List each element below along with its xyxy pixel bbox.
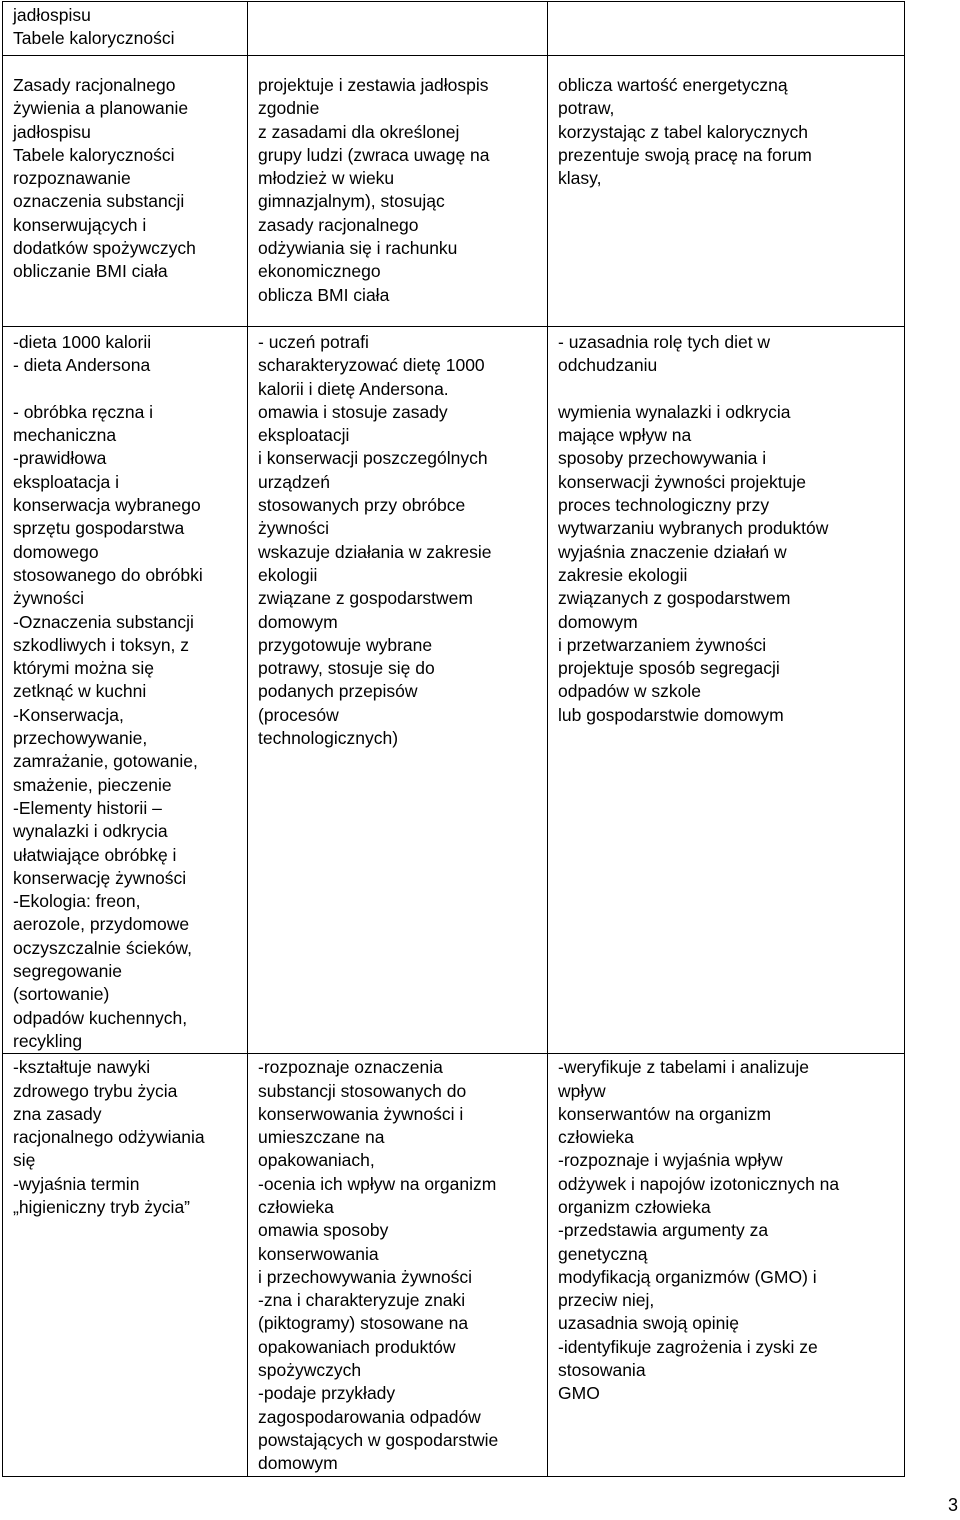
blank-line bbox=[13, 378, 237, 401]
cell-text-line: rozpoznawanie bbox=[13, 168, 131, 189]
cell-text-line: -rozpoznaje i wyjaśnia wpływ bbox=[558, 1150, 783, 1171]
cell-text-line: recykling bbox=[13, 1030, 83, 1051]
blank-line bbox=[558, 378, 894, 401]
cell-text-line: korzystając z tabel kalorycznych bbox=[558, 121, 808, 142]
cell-text-line: -weryfikuje z tabelami i analizuje bbox=[558, 1057, 809, 1078]
cell-text-line: mechaniczna bbox=[13, 425, 117, 446]
cell-text-line: domowym bbox=[558, 611, 638, 632]
table-cell-extended-requirements bbox=[548, 327, 905, 1054]
cell-text-line: omawia i stosuje zasady bbox=[258, 401, 448, 422]
cell-text-line: - obróbka ręczna i bbox=[13, 401, 154, 422]
table-cell-topics bbox=[3, 1054, 248, 1476]
cell-text-line: ekonomicznego bbox=[258, 261, 381, 282]
cell-text-line: stosowanego do obróbki bbox=[13, 564, 203, 585]
table-row bbox=[3, 56, 905, 327]
cell-text-line: konserwowania żywności i bbox=[258, 1103, 464, 1124]
curriculum-table bbox=[2, 1, 905, 1477]
cell-text-line: umieszczane na bbox=[258, 1127, 385, 1148]
cell-text-line: z zasadami dla określonej bbox=[258, 121, 460, 142]
cell-text-line: scharakteryzować dietę 1000 bbox=[258, 355, 485, 376]
cell-text-line: powstających w gospodarstwie bbox=[258, 1429, 499, 1450]
cell-text-line: uzasadnia swoją opinię bbox=[558, 1313, 739, 1334]
cell-text-line: racjonalnego odżywiania bbox=[13, 1127, 205, 1148]
cell-text-line: i przechowywania żywności bbox=[258, 1266, 472, 1287]
cell-text-line: odpadów kuchennych, bbox=[13, 1007, 188, 1028]
cell-text-line: zasady racjonalnego bbox=[258, 214, 419, 235]
cell-text-line: omawia sposoby bbox=[258, 1220, 389, 1241]
cell-text-line: - uczeń potrafi bbox=[258, 332, 369, 352]
cell-text-line: -kształtuje nawyki bbox=[13, 1057, 151, 1078]
cell-text-line: domowego bbox=[13, 541, 99, 562]
cell-text-line: proces technologiczny przy bbox=[558, 495, 770, 516]
cell-text-line: -Oznaczenia substancji bbox=[13, 611, 194, 632]
cell-text-line: segregowanie bbox=[13, 961, 122, 982]
cell-text-line: zamrażanie, gotowanie, bbox=[13, 751, 198, 772]
cell-text-line: oczyszczalnie ścieków, bbox=[13, 937, 192, 958]
cell-text-line: żywienia a planowanie bbox=[13, 98, 189, 119]
cell-text-line: eksploatacji bbox=[258, 425, 350, 446]
cell-text-line: - uzasadnia rolę tych diet w bbox=[558, 332, 771, 352]
cell-text-line: oblicza BMI ciała bbox=[258, 284, 390, 305]
cell-text-line: konserwacji żywności projektuje bbox=[558, 471, 807, 492]
cell-text-line: opakowaniach produktów bbox=[258, 1336, 456, 1357]
cell-text-line: genetyczną bbox=[558, 1243, 648, 1264]
cell-text-line: dodatków spożywczych bbox=[13, 238, 196, 259]
cell-text-line: organizm człowieka bbox=[558, 1196, 711, 1217]
cell-text-line: wpływ bbox=[558, 1080, 606, 1101]
cell-text-line: podanych przepisów bbox=[258, 681, 418, 702]
cell-text-line: -Konserwacja, bbox=[13, 704, 124, 725]
cell-text-line: domowym bbox=[258, 611, 338, 632]
cell-text-line: substancji stosowanych do bbox=[258, 1080, 467, 1101]
cell-text-line: odpadów w szkole bbox=[558, 681, 701, 702]
cell-text-line: -wyjaśnia termin bbox=[13, 1173, 140, 1194]
cell-text-line: zetknąć w kuchni bbox=[13, 681, 147, 702]
cell-text-line: -Ekologia: freon, bbox=[13, 891, 141, 912]
cell-text-line: konserwujących i bbox=[13, 214, 147, 235]
cell-text-line: odżywek i napojów izotonicznych na bbox=[558, 1173, 840, 1194]
table-cell-topics bbox=[3, 327, 248, 1054]
cell-text-line: stosowanych przy obróbce bbox=[258, 495, 466, 516]
table-cell-extended-requirements bbox=[548, 1054, 905, 1476]
cell-text-line: jadłospisu bbox=[13, 121, 91, 142]
cell-text-line: przygotowuje wybrane bbox=[258, 634, 433, 655]
table-cell-basic-requirements bbox=[248, 327, 548, 1054]
cell-text-line: wskazuje działania w zakresie bbox=[258, 541, 492, 562]
cell-text-line: (piktogramy) stosowane na bbox=[258, 1313, 469, 1334]
cell-text-line: konserwantów na organizm bbox=[558, 1103, 772, 1124]
cell-text-line: grupy ludzi (zwraca uwagę na bbox=[258, 144, 490, 165]
cell-text-line: którymi można się bbox=[13, 658, 155, 679]
cell-text-line: -identyfikuje zagrożenia i zyski ze bbox=[558, 1336, 818, 1357]
cell-text-line: sposoby przechowywania i bbox=[558, 448, 767, 469]
cell-text-line: stosowania bbox=[558, 1360, 646, 1381]
cell-text-line: ułatwiające obróbkę i bbox=[13, 844, 177, 865]
table-cell-topics bbox=[3, 56, 248, 327]
cell-text-line: oznaczenia substancji bbox=[13, 191, 185, 212]
cell-text-line: Zasady racjonalnego bbox=[13, 75, 176, 95]
cell-text-line: konserwacja wybranego bbox=[13, 495, 201, 516]
table-cell-basic-requirements bbox=[248, 56, 548, 327]
cell-text-line: sprzętu gospodarstwa bbox=[13, 518, 185, 539]
cell-text-line: modyfikacją organizmów (GMO) i bbox=[558, 1266, 817, 1287]
cell-text-line: (procesów bbox=[258, 704, 339, 725]
cell-text-line: -dieta 1000 kalorii bbox=[13, 332, 152, 352]
cell-text-line: odchudzaniu bbox=[558, 355, 658, 376]
cell-text-line: przechowywanie, bbox=[13, 728, 148, 749]
cell-text-line: szkodliwych i toksyn, z bbox=[13, 634, 190, 655]
cell-text-line: -prawidłowa bbox=[13, 448, 107, 469]
cell-text-line: gimnazjalnym), stosując bbox=[258, 191, 445, 212]
cell-text-line: -ocenia ich wpływ na organizm bbox=[258, 1173, 497, 1194]
cell-text-line: GMO bbox=[558, 1383, 600, 1404]
cell-text-line: żywności bbox=[13, 588, 84, 609]
cell-text-line: i konserwacji poszczególnych bbox=[258, 448, 488, 469]
cell-text-line: wytwarzaniu wybranych produktów bbox=[558, 518, 829, 539]
cell-text-line: eksploatacja i bbox=[13, 471, 120, 492]
cell-text-line: prezentuje swoją pracę na forum bbox=[558, 144, 812, 165]
cell-text-line: -zna i charakteryzuje znaki bbox=[258, 1290, 466, 1311]
cell-text-line: „higieniczny tryb życia” bbox=[13, 1196, 190, 1217]
cell-text-line: odżywiania się i rachunku bbox=[258, 238, 458, 259]
cell-text-line: -podaje przykłady bbox=[258, 1383, 396, 1404]
cell-text-line: wymienia wynalazki i odkrycia bbox=[558, 401, 791, 422]
cell-text-line: konserwowania bbox=[258, 1243, 379, 1264]
cell-text-line: projektuje sposób segregacji bbox=[558, 658, 780, 679]
cell-text-line: technologicznych) bbox=[258, 728, 399, 749]
table-cell-extended-requirements bbox=[548, 56, 905, 327]
cell-text-line: urządzeń bbox=[258, 471, 330, 492]
cell-text-line: młodzież w wieku bbox=[258, 168, 395, 189]
cell-text-line: -przedstawia argumenty za bbox=[558, 1220, 769, 1241]
cell-text-line: projektuje i zestawia jadłospis bbox=[258, 75, 489, 95]
table-cell-basic-requirements bbox=[248, 1054, 548, 1476]
cell-text-line: wyjaśnia znaczenie działań w bbox=[558, 541, 787, 562]
cell-text-line: klasy, bbox=[558, 168, 602, 189]
cell-text-line: potraw, bbox=[558, 98, 615, 119]
cell-text-line: związanych z gospodarstwem bbox=[558, 588, 791, 609]
cell-text-line: kalorii i dietę Andersona. bbox=[258, 378, 449, 399]
table-cell-basic-requirements bbox=[248, 2, 548, 56]
cell-text-line: związane z gospodarstwem bbox=[258, 588, 473, 609]
cell-text-line: człowieka bbox=[558, 1127, 634, 1148]
cell-text-line: obliczanie BMI ciała bbox=[13, 261, 168, 282]
cell-text-line: opakowaniach, bbox=[258, 1150, 375, 1171]
cell-text-line: -Elementy historii – bbox=[13, 797, 162, 818]
cell-text-line: zakresie ekologii bbox=[558, 564, 688, 585]
cell-text-line: przeciw niej, bbox=[558, 1290, 655, 1311]
cell-text-line: aerozole, przydomowe bbox=[13, 914, 190, 935]
cell-text-line: spożywczych bbox=[258, 1360, 362, 1381]
cell-text-line: potrawy, stosuje się do bbox=[258, 658, 435, 679]
cell-text-line: konserwację żywności bbox=[13, 867, 187, 888]
cell-text-line: -rozpoznaje oznaczenia bbox=[258, 1057, 443, 1078]
cell-text-line: ekologii bbox=[258, 564, 318, 585]
cell-text-line: Tabele kaloryczności bbox=[13, 144, 175, 165]
cell-text-line: wynalazki i odkrycia bbox=[13, 821, 168, 842]
cell-text-line: domowym bbox=[258, 1453, 338, 1474]
table-cell-topics bbox=[3, 2, 248, 56]
cell-text-line: jadłospisu bbox=[13, 5, 91, 25]
cell-text-line: człowieka bbox=[258, 1196, 334, 1217]
cell-text-line: i przetwarzaniem żywności bbox=[558, 634, 767, 655]
table-cell-extended-requirements bbox=[548, 2, 905, 56]
page-number: 3 bbox=[947, 1495, 958, 1515]
cell-text-line: oblicza wartość energetyczną bbox=[558, 75, 788, 95]
table-row bbox=[3, 2, 905, 56]
cell-text-line: się bbox=[13, 1150, 36, 1171]
cell-text-line: żywności bbox=[258, 518, 329, 539]
table-row bbox=[3, 1054, 905, 1476]
cell-text-line: zdrowego trybu życia bbox=[13, 1080, 178, 1101]
cell-text-line: smażenie, pieczenie bbox=[13, 774, 172, 795]
table-row bbox=[3, 327, 905, 1054]
cell-text-line: zgodnie bbox=[258, 98, 320, 119]
cell-text-line: lub gospodarstwie domowym bbox=[558, 704, 784, 725]
cell-text-line: - dieta Andersona bbox=[13, 355, 151, 376]
cell-text-line: mające wpływ na bbox=[558, 425, 692, 446]
cell-text-line: zna zasady bbox=[13, 1103, 102, 1124]
cell-text-line: (sortowanie) bbox=[13, 984, 110, 1005]
cell-text-line: Tabele kaloryczności bbox=[13, 28, 175, 49]
cell-text-line: zagospodarowania odpadów bbox=[258, 1406, 481, 1427]
